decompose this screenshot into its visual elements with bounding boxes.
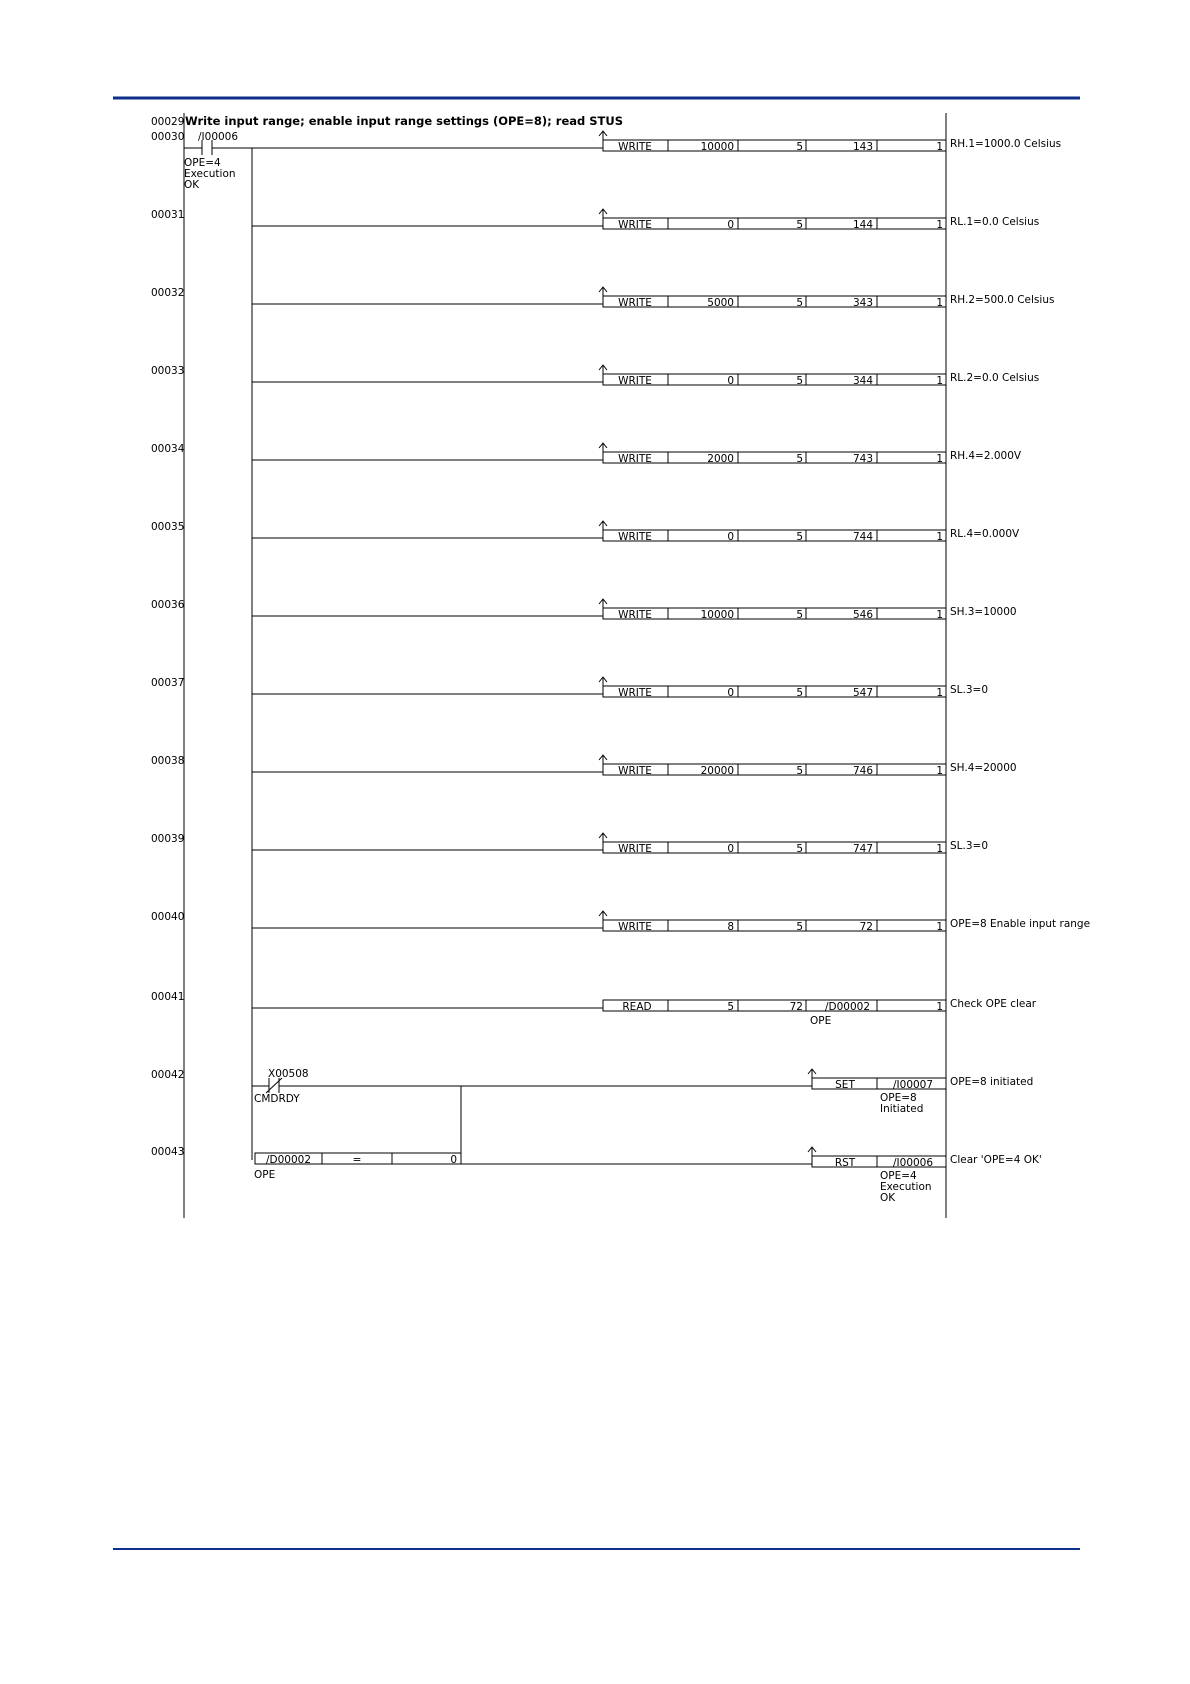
arg-1: 0: [727, 843, 734, 855]
rung-00039: [151, 833, 988, 855]
arg-2: 5: [796, 297, 803, 309]
arg-4: 1: [936, 297, 943, 309]
rung-00041: [151, 991, 1037, 1027]
rung-comment: RH.4=2.000V: [950, 450, 1022, 462]
operand: /I00006: [893, 1157, 934, 1169]
rung-00038: [151, 755, 1017, 777]
instruction-name: WRITE: [618, 921, 652, 933]
rung-comment: RL.4=0.000V: [950, 528, 1020, 540]
compare-value: 0: [450, 1154, 457, 1166]
contact-label: X00508: [268, 1068, 309, 1080]
operand-comment-1: OPE=8: [880, 1092, 917, 1104]
step-number: 00043: [151, 1146, 185, 1158]
instruction-box: [603, 686, 946, 697]
rung-00032: [151, 287, 1054, 309]
step-number: 00037: [151, 677, 185, 689]
instruction-box: [603, 530, 946, 541]
arg-1: 20000: [700, 765, 734, 777]
instruction-name: WRITE: [618, 141, 652, 153]
contact-label: /I00006: [198, 131, 239, 143]
contact-comment-3: OK: [184, 179, 200, 191]
instruction-box: [603, 920, 946, 931]
rung-comment: SH.3=10000: [950, 606, 1017, 618]
arg-3: 143: [852, 141, 873, 153]
step-number: 00041: [151, 991, 185, 1003]
rung-comment: SL.3=0: [950, 684, 989, 696]
rung-comment: RL.1=0.0 Celsius: [950, 216, 1040, 228]
arg-2: 5: [796, 141, 803, 153]
rung-00042: [151, 1068, 1033, 1115]
arg-1: 10000: [700, 141, 734, 153]
arg-3: 746: [852, 765, 873, 777]
instruction-name: WRITE: [618, 219, 652, 231]
contact-comment-2: Execution: [184, 168, 236, 180]
instruction-name: WRITE: [618, 375, 652, 387]
arg-1: 8: [727, 921, 734, 933]
rung-comment: RH.2=500.0 Celsius: [950, 294, 1055, 306]
operand: /I00007: [893, 1079, 934, 1091]
arg-4: 1: [936, 141, 943, 153]
instruction-name: WRITE: [618, 531, 652, 543]
rung-00037: [151, 677, 988, 699]
rung-comment: Check OPE clear: [950, 998, 1037, 1010]
instruction-box: [603, 140, 946, 151]
step-number: 00031: [151, 209, 185, 221]
write-rungs: [151, 209, 1090, 933]
arg-4: 1: [936, 687, 943, 699]
step-number: 00040: [151, 911, 185, 923]
arg-1: 0: [727, 375, 734, 387]
arg-3: 144: [852, 219, 873, 231]
rung-comment: RH.1=1000.0 Celsius: [950, 138, 1062, 150]
step-number: 00030: [151, 131, 185, 143]
arg-3: 747: [852, 843, 873, 855]
arg-3: 744: [852, 531, 873, 543]
arg-2: 5: [796, 687, 803, 699]
instruction-box: [603, 218, 946, 229]
arg-1: 0: [727, 219, 734, 231]
instruction-name: WRITE: [618, 609, 652, 621]
arg-1: 10000: [700, 609, 734, 621]
arg-4: 1: [936, 921, 943, 933]
operand-comment-3: OK: [880, 1192, 896, 1204]
arg-3: 343: [852, 297, 873, 309]
step-number: 00033: [151, 365, 185, 377]
arg-comment: OPE: [810, 1015, 832, 1027]
rung-00031: [151, 209, 1039, 231]
rung-comment: OPE=8 initiated: [950, 1076, 1034, 1088]
rung-00030: [151, 131, 1061, 191]
arg-4: 1: [936, 219, 943, 231]
rung-00040: [151, 911, 1090, 933]
rung-comment: SL.3=0: [950, 840, 989, 852]
operand-comment-2: Execution: [880, 1181, 932, 1193]
rung-comment: RL.2=0.0 Celsius: [950, 372, 1040, 384]
step-number: 00042: [151, 1069, 185, 1081]
arg-3: 344: [852, 375, 873, 387]
compare-operand: /D00002: [266, 1154, 312, 1166]
arg-2: 5: [796, 531, 803, 543]
step-number: 00034: [151, 443, 185, 455]
rung-comment: SH.4=20000: [950, 762, 1017, 774]
instruction-box: [603, 764, 946, 775]
step-number: 00035: [151, 521, 185, 533]
operand-comment-2: Initiated: [880, 1103, 924, 1115]
arg-1: 0: [727, 531, 734, 543]
arg-4: 1: [936, 531, 943, 543]
instruction-name: WRITE: [618, 453, 652, 465]
arg-2: 72: [789, 1001, 803, 1013]
arg-2: 5: [796, 843, 803, 855]
step-number: 00036: [151, 599, 185, 611]
arg-1: 2000: [707, 453, 734, 465]
step-number: 00032: [151, 287, 185, 299]
arg-2: 5: [796, 375, 803, 387]
instruction-box: [603, 374, 946, 385]
contact-comment-1: OPE=4: [184, 157, 221, 169]
rung-00034: [151, 443, 1022, 465]
step-number: 00039: [151, 833, 185, 845]
rung-00033: [151, 365, 1039, 387]
arg-1: 0: [727, 687, 734, 699]
operand-comment-1: OPE=4: [880, 1170, 917, 1182]
rung-comment: OPE=8 Enable input range: [950, 918, 1091, 930]
arg-4: 1: [936, 375, 943, 387]
rung-00036: [151, 599, 1017, 621]
arg-3: 72: [859, 921, 873, 933]
arg-2: 5: [796, 219, 803, 231]
header-step-number: 00029: [151, 116, 185, 128]
arg-1: 5: [727, 1001, 734, 1013]
arg-4: 1: [936, 765, 943, 777]
arg-1: 5000: [707, 297, 734, 309]
instruction-name: READ: [622, 1001, 652, 1013]
arg-4: 1: [936, 453, 943, 465]
instruction-name: SET: [835, 1079, 855, 1091]
arg-2: 5: [796, 609, 803, 621]
arg-3: 743: [852, 453, 873, 465]
header-title: Write input range; enable input range settings (OPE=8); read STUS: [185, 114, 623, 128]
arg-3: 546: [852, 609, 873, 621]
instruction-name: WRITE: [618, 297, 652, 309]
contact-comment: CMDRDY: [254, 1093, 300, 1105]
instruction-box: [603, 1000, 946, 1011]
instruction-name: WRITE: [618, 687, 652, 699]
rung-comment: Clear 'OPE=4 OK': [950, 1154, 1042, 1166]
compare-comment: OPE: [254, 1169, 276, 1181]
compare-operator: =: [352, 1154, 362, 1166]
arg-4: 1: [936, 609, 943, 621]
instruction-box: [603, 296, 946, 307]
instruction-name: RST: [834, 1157, 856, 1169]
instruction-box: [603, 452, 946, 463]
step-number: 00038: [151, 755, 185, 767]
arg-2: 5: [796, 921, 803, 933]
arg-2: 5: [796, 765, 803, 777]
instruction-name: WRITE: [618, 765, 652, 777]
rung-00035: [151, 521, 1020, 543]
arg-3: /D00002: [825, 1001, 871, 1013]
instruction-box: [603, 842, 946, 853]
arg-4: 1: [936, 843, 943, 855]
arg-2: 5: [796, 453, 803, 465]
instruction-box: [603, 608, 946, 619]
instruction-name: WRITE: [618, 843, 652, 855]
arg-3: 547: [852, 687, 873, 699]
arg-4: 1: [936, 1001, 943, 1013]
